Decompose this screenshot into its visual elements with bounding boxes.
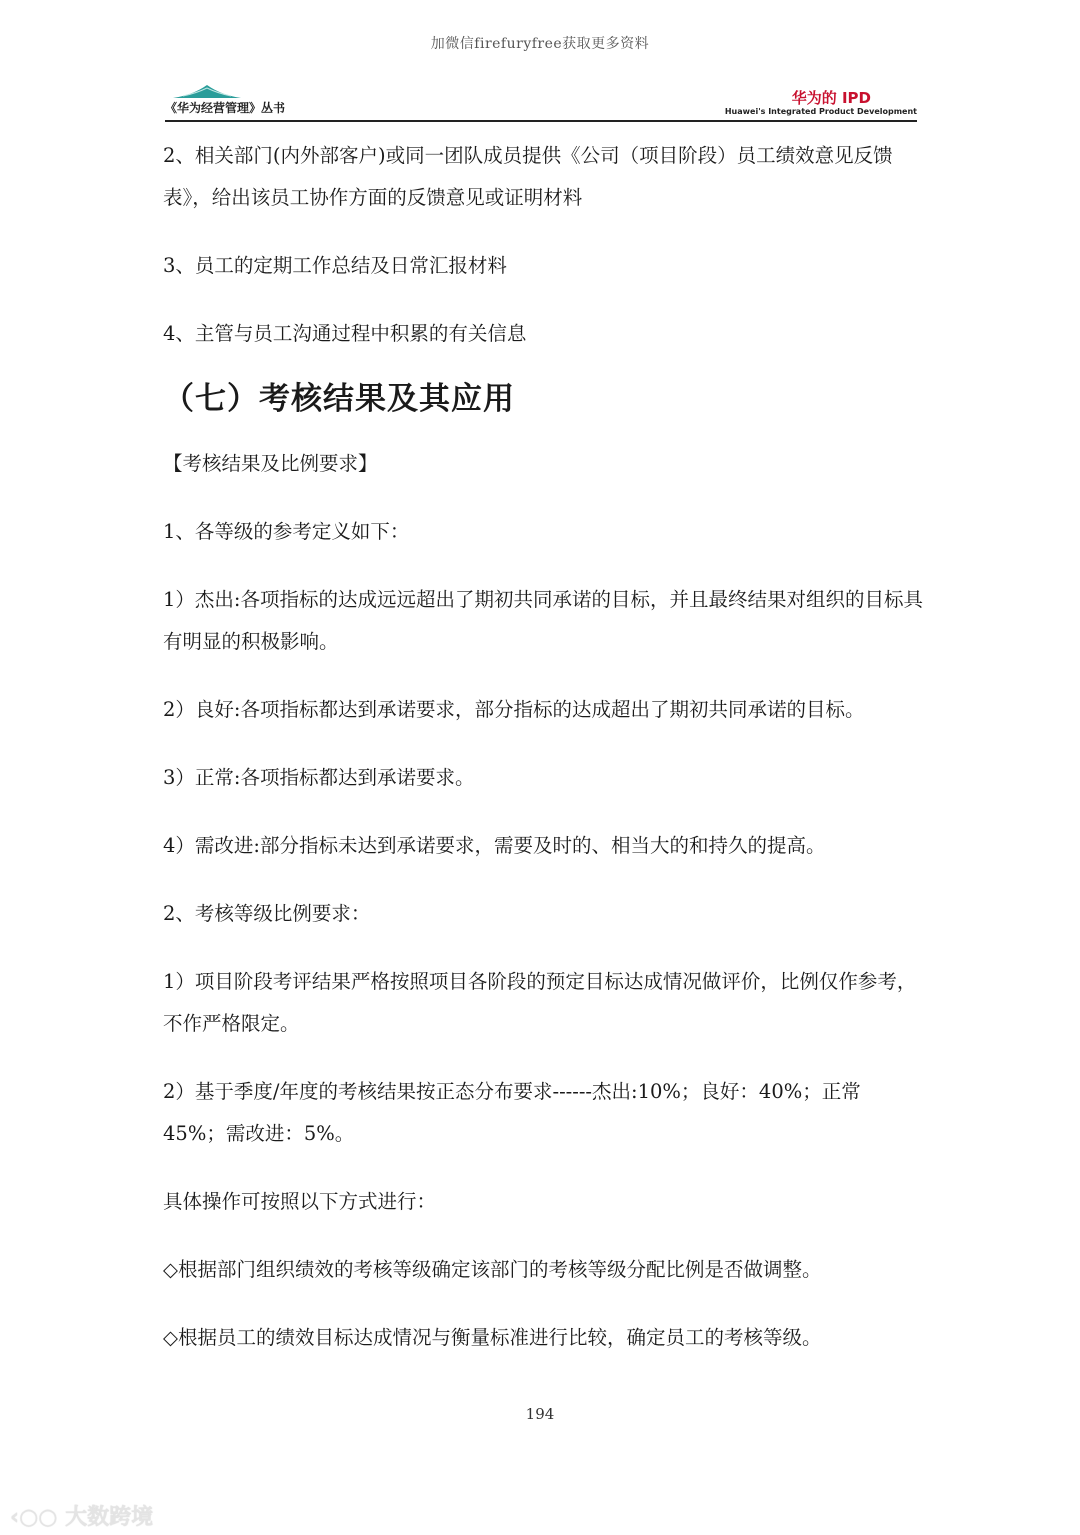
brand-watermark	[10, 1500, 153, 1531]
page-header	[165, 78, 917, 122]
brand-logo-icon: ‹○○	[10, 1505, 66, 1530]
ipd-title: 华为的 IPD	[791, 89, 871, 107]
mountain-logo-icon	[173, 84, 241, 98]
operation-item: ◇根据部门组织绩效的考核等级确定该部门的考核等级分配比例是否做调整。	[163, 1258, 822, 1281]
definition-item: 4）需改进:部分指标未达到承诺要求，需要及时的、相当大的和持久的提高。	[163, 834, 826, 857]
brand-watermark-text: 大数跨境	[65, 1505, 154, 1530]
list-item: 2、相关部门(内外部客户)或同一团队成员提供《公司（项目阶段）员工绩效意见反馈表》，给出该员工协作方面的反馈意见或证明材料	[163, 144, 893, 209]
list-item: 3、员工的定期工作总结及日常汇报材料	[163, 254, 507, 277]
top-watermark: 加微信firefuryfree获取更多资料	[430, 36, 650, 52]
ratio-item: 1）项目阶段考评结果严格按照项目各阶段的预定目标达成情况做评价，比例仅作参考，不作严格限定。	[163, 970, 917, 1035]
series-title: 《华为经营管理》丛书	[165, 101, 286, 115]
ratio-item: 2）基于季度/年度的考核结果按正态分布要求------杰出:10%；良好：40%；正常45%；需改进：5%。	[163, 1080, 861, 1145]
section-heading: （七）考核结果及其应用	[163, 381, 515, 417]
page-number: 194	[525, 1405, 555, 1423]
definition-item: 1）杰出:各项指标的达成远远超出了期初共同承诺的目标，并且最终结果对组织的目标具有明显的积极影响。	[163, 588, 923, 653]
definitions-intro: 1、各等级的参考定义如下：	[163, 520, 410, 543]
ratio-intro: 2、考核等级比例要求：	[163, 902, 371, 925]
ipd-branding	[725, 90, 917, 117]
list-item: 4、主管与员工沟通过程中积累的有关信息	[163, 322, 527, 345]
ipd-subtitle: Huawei's Integrated Product Development	[724, 107, 917, 116]
operation-intro: 具体操作可按照以下方式进行：	[163, 1190, 437, 1213]
definition-item: 2）良好:各项指标都达到承诺要求，部分指标的达成超出了期初共同承诺的目标。	[163, 698, 865, 721]
definition-item: 3）正常:各项指标都达到承诺要求。	[163, 766, 475, 789]
series-branding	[165, 99, 285, 116]
operation-item: ◇根据员工的绩效目标达成情况与衡量标准进行比较，确定员工的考核等级。	[163, 1326, 822, 1349]
subheading: 【考核结果及比例要求】	[163, 452, 378, 475]
page-content	[163, 135, 923, 1359]
